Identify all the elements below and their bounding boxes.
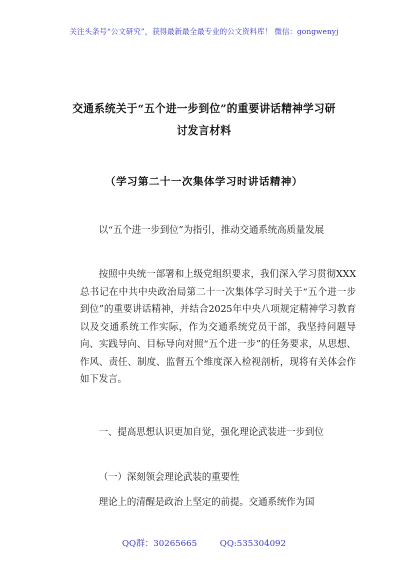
subsection-heading-1-text: （一）深刻领会理论武装的重要性	[98, 472, 240, 483]
footer-qq-number: QQ:535304092	[219, 539, 286, 549]
document-title-line-1: 交通系统关于“五个进一步到位”的重要讲话精神学习研	[72, 103, 336, 115]
paragraph-intro-text: 按照中央统一部署和上级党组织要求，我们深入学习贯彻XXX总书记在中共中央政治局第二十一次集体学习时关于“五个进一步到位”的重要讲话精神，并结合2025年中央八项规定精神学习教育以及交通系统工作实际，作为交通系统党员干部，我坚持问题导向、实践导向、目标导向对照“五个进一步”的任务要求，从思想、作风、责任、制度、监督五个维度深入检视剖析，现将有关体会作如下发言。	[80, 269, 356, 385]
section-heading-1-text: 一、提高思想认识更加自觉，强化理论武装进一步到位	[98, 427, 324, 438]
paragraph-theory	[80, 494, 356, 512]
header-banner: 关注头条号“公文研究”，获得最新最全最专业的公文资料库！ 微信：gongwenyj	[69, 27, 339, 36]
document-subtitle: （学习第二十一次集体学习时讲话精神）	[105, 176, 303, 188]
paragraph-theory-text: 理论上的清醒是政治上坚定的前提。交通系统作为国	[98, 497, 315, 508]
section-heading-1	[80, 424, 356, 442]
paragraph-theme	[80, 222, 356, 240]
subsection-heading-1	[80, 469, 356, 487]
footer-contact	[0, 537, 408, 549]
paragraph-intro	[80, 266, 356, 389]
footer-qq-group: QQ群：30265665	[122, 539, 198, 549]
paragraph-theme-text: 以“五个进一步到位”为指引，推动交通系统高质量发展	[98, 225, 325, 236]
document-title-line-2: 讨发言材料	[176, 125, 232, 137]
